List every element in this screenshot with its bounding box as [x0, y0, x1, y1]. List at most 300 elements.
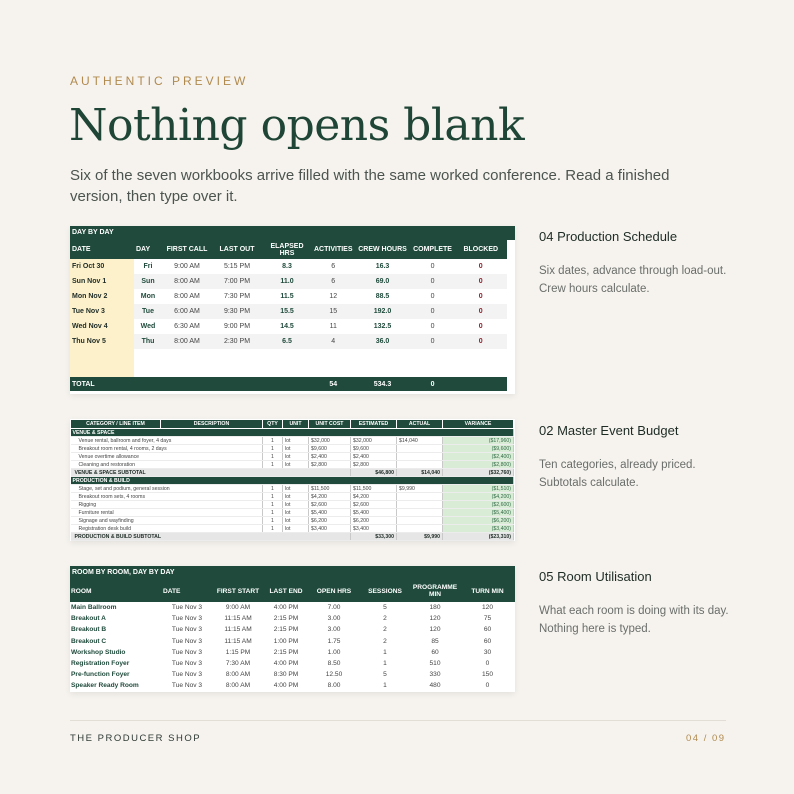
table-cell: 180: [429, 604, 441, 612]
table-row: [70, 647, 515, 658]
table-cell: lot: [283, 517, 309, 525]
table-row: [70, 624, 515, 635]
table-row-empty: [70, 349, 507, 363]
table-row-empty: [70, 363, 507, 377]
table-cell: 8:00 AM: [162, 334, 212, 349]
total-cell: 54: [312, 377, 355, 391]
line-item: Signage and wayfinding: [71, 517, 263, 525]
section-label: PRODUCTION & BUILD: [71, 477, 514, 485]
rooms-table: [70, 580, 515, 692]
table-row: [70, 259, 507, 274]
table-cell: 11: [329, 323, 337, 330]
schedule-title: DAY BY DAY: [70, 226, 515, 240]
table-cell: Tue: [134, 304, 162, 319]
table-cell: Breakout B: [71, 626, 107, 634]
table-cell: 0: [478, 293, 483, 300]
table-cell: lot: [283, 501, 309, 509]
table-cell: $46,800: [351, 469, 397, 477]
variance-cell: ($3,400): [443, 525, 514, 533]
table-cell-empty: [455, 363, 507, 377]
table-row: [71, 493, 514, 501]
table-cell: $3,400: [351, 525, 397, 533]
line-item: Venue rental, ballroom and foyer, 4 days: [71, 437, 263, 445]
line-item: Venue overtime allowance: [71, 453, 263, 461]
table-cell: 4: [312, 334, 355, 349]
table-cell: 1: [383, 660, 387, 668]
table-cell: 6:00 AM: [162, 304, 212, 319]
table-cell: 15.5: [262, 304, 312, 319]
table-cell: 330: [429, 671, 441, 679]
table-cell: $6,200: [351, 517, 397, 525]
table-cell: 120: [429, 615, 441, 623]
table-cell: 1: [383, 648, 387, 656]
table-cell: 0: [478, 323, 483, 330]
table-cell: 16.3: [375, 263, 390, 270]
schedule-header: DAY: [134, 240, 162, 259]
rooms-header: DATE: [162, 580, 212, 602]
table-cell: 2:15 PM: [273, 615, 299, 623]
table-cell-empty: [134, 349, 162, 363]
table-cell: $14,040: [397, 437, 443, 445]
table-cell: 192.0: [355, 304, 411, 319]
table-cell: 0: [411, 304, 455, 319]
rooms-header: OPEN HRS: [308, 580, 360, 602]
table-row: [71, 445, 514, 453]
variance-cell: ($1,510): [443, 485, 514, 493]
table-cell: $9,600: [351, 445, 397, 453]
variance-cell: ($2,600): [443, 501, 514, 509]
budget-header: ESTIMATED: [351, 420, 397, 429]
table-cell: lot: [283, 437, 309, 445]
table-cell: 0: [430, 263, 435, 270]
table-cell-empty: [312, 349, 355, 363]
caption-description: Six dates, advance through load-out. Crew hours calculate.: [539, 265, 727, 295]
table-cell-empty: [355, 349, 411, 363]
subtotal-label: PRODUCTION & BUILD SUBTOTAL: [71, 533, 351, 541]
table-row: [70, 613, 515, 624]
table-row: [71, 453, 514, 461]
schedule-table: [70, 240, 507, 391]
table-cell-empty: [162, 363, 212, 377]
total-cell: [162, 377, 212, 391]
table-cell: 5: [383, 604, 387, 612]
table-cell: Tue Nov 3: [171, 626, 203, 634]
table-cell: 480: [429, 682, 441, 690]
table-row: [70, 274, 507, 289]
table-cell-empty: [162, 349, 212, 363]
table-cell: 36.0: [355, 334, 411, 349]
budget-header: CATEGORY / LINE ITEM: [71, 420, 161, 429]
table-cell: 60: [483, 637, 492, 645]
table-cell: 30: [483, 648, 492, 656]
table-cell: lot: [283, 445, 309, 453]
table-cell: Sun Nov 1: [70, 274, 134, 289]
production-schedule-preview: [70, 226, 515, 394]
master-budget-preview: [70, 419, 515, 541]
table-cell: 0: [430, 293, 435, 300]
table-cell: Tue Nov 3: [171, 604, 203, 612]
table-cell: 0: [455, 304, 507, 319]
table-cell: $14,040: [397, 469, 443, 477]
schedule-caption: [539, 229, 739, 298]
table-cell: 1: [263, 461, 283, 469]
table-cell: 14.5: [280, 323, 294, 330]
table-cell: 2: [383, 615, 387, 623]
table-cell: 2: [383, 637, 387, 645]
subtotal-row: [71, 533, 514, 541]
table-row: [70, 289, 507, 304]
table-cell: $32,000: [351, 437, 397, 445]
total-cell: [262, 377, 312, 391]
table-cell: Registration Foyer: [71, 660, 130, 668]
table-cell: 1: [263, 525, 283, 533]
line-item: Cleaning and restoration: [71, 461, 263, 469]
schedule-header: CREW HOURS: [355, 240, 411, 259]
total-cell: [455, 377, 507, 391]
total-row: [70, 377, 507, 391]
table-cell: 11:15 AM: [224, 626, 252, 634]
table-cell: 3.00: [327, 615, 341, 623]
line-item: Registration desk build: [71, 525, 263, 533]
table-cell: $9,990: [397, 533, 443, 541]
budget-header: DESCRIPTION: [161, 420, 263, 429]
table-cell: 132.5: [373, 323, 392, 330]
table-cell: Mon: [140, 293, 156, 300]
table-cell: Wed: [140, 323, 156, 330]
table-cell: 8:30 PM: [273, 671, 299, 679]
table-cell: $5,400: [351, 509, 397, 517]
line-item: Furniture rental: [71, 509, 263, 517]
table-cell: $6,200: [309, 517, 351, 525]
table-cell: 4:00 PM: [273, 604, 299, 612]
table-cell: Pre-function Foyer: [71, 671, 130, 679]
table-cell: 7.00: [327, 604, 341, 612]
table-cell: 1: [263, 517, 283, 525]
table-cell: 0: [478, 263, 483, 270]
table-cell: 1: [263, 437, 283, 445]
table-cell-empty: [455, 349, 507, 363]
table-cell: Tue Nov 3: [171, 637, 203, 645]
caption-description: Ten categories, already priced. Subtotals calculate.: [539, 459, 696, 489]
variance-cell: ($5,400): [443, 509, 514, 517]
schedule-header: LAST OUT: [212, 240, 262, 259]
table-cell: 11.0: [262, 274, 312, 289]
table-cell: 8:00 AM: [162, 274, 212, 289]
table-cell: 0: [411, 274, 455, 289]
table-cell: 6: [331, 263, 336, 270]
schedule-header: BLOCKED: [455, 240, 507, 259]
total-cell: [212, 377, 262, 391]
schedule-header: FIRST CALL: [162, 240, 212, 259]
table-cell-empty: [312, 363, 355, 377]
table-cell-empty: [212, 363, 262, 377]
budget-header: VARIANCE: [443, 420, 514, 429]
table-cell: 8:00 AM: [174, 293, 200, 300]
table-cell: Fri: [143, 263, 153, 270]
table-cell: 3.00: [327, 626, 341, 634]
table-cell: $9,990: [397, 485, 443, 493]
table-cell: 4:00 PM: [273, 682, 299, 690]
rooms-header: LAST END: [264, 580, 308, 602]
table-cell: Breakout A: [71, 615, 106, 623]
table-cell-empty: [411, 349, 455, 363]
table-cell: 1: [383, 682, 387, 690]
table-cell: 8.3: [282, 263, 292, 270]
table-row: [70, 319, 507, 334]
table-cell: 12: [329, 293, 338, 300]
table-cell: 8.00: [327, 682, 341, 690]
table-cell: 4:00 PM: [273, 660, 299, 668]
section-row: [71, 477, 514, 485]
budget-header: UNIT COST: [309, 420, 351, 429]
subtotal-row: [71, 469, 514, 477]
eyebrow: AUTHENTIC PREVIEW: [70, 74, 249, 88]
table-cell: Tue Nov 3: [171, 648, 203, 656]
variance-cell: ($6,200): [443, 517, 514, 525]
rooms-header: PROGRAMME MIN: [410, 580, 460, 602]
table-cell: 9:30 PM: [212, 304, 262, 319]
table-cell: $2,600: [309, 501, 351, 509]
total-cell: 534.3: [355, 377, 411, 391]
table-cell: 12.50: [325, 671, 343, 679]
variance-cell: ($4,200): [443, 493, 514, 501]
table-cell: 15: [312, 304, 355, 319]
table-row: [70, 602, 515, 613]
table-cell: Mon Nov 2: [70, 289, 134, 304]
table-cell: 60: [431, 648, 439, 656]
caption-title: 04 Production Schedule: [539, 229, 678, 244]
table-cell: 510: [429, 660, 441, 668]
table-cell: $9,600: [309, 445, 351, 453]
variance-cell: ($2,400): [443, 453, 514, 461]
table-row: [70, 304, 507, 319]
table-row: [71, 501, 514, 509]
table-cell: 11.5: [280, 293, 294, 300]
table-cell: 8:00 AM: [225, 671, 251, 679]
table-cell: [397, 525, 443, 533]
rooms-header: ROOM: [70, 580, 162, 602]
table-cell: 5: [383, 671, 387, 679]
table-cell: Workshop Studio: [71, 648, 126, 656]
rooms-header: SESSIONS: [360, 580, 410, 602]
table-cell: $2,800: [351, 461, 397, 469]
table-cell-empty: [134, 363, 162, 377]
table-cell: $2,400: [351, 453, 397, 461]
variance-cell: ($23,310): [443, 533, 514, 541]
table-cell: 11:15 AM: [224, 615, 252, 623]
table-cell: 8.50: [327, 660, 341, 668]
table-cell: [397, 517, 443, 525]
variance-cell: ($32,760): [443, 469, 514, 477]
caption-title: 02 Master Event Budget: [539, 423, 679, 438]
table-cell: Speaker Ready Room: [71, 682, 139, 690]
table-cell: 1.00: [327, 648, 341, 656]
rooms-title: ROOM BY ROOM, DAY BY DAY: [70, 566, 515, 580]
table-cell: $4,200: [351, 493, 397, 501]
rooms-header: FIRST START: [212, 580, 264, 602]
table-cell: 0: [455, 334, 507, 349]
table-cell: 7:30 PM: [223, 293, 251, 300]
table-cell-empty: [411, 363, 455, 377]
table-cell: 1: [263, 493, 283, 501]
table-cell: [397, 509, 443, 517]
table-cell: 9:00 PM: [223, 323, 251, 330]
table-cell-empty: [70, 363, 134, 377]
table-cell: 0: [485, 682, 490, 690]
table-cell: 2:15 PM: [273, 648, 299, 656]
table-row: [70, 658, 515, 669]
table-cell: $32,000: [309, 437, 351, 445]
table-row: [70, 636, 515, 647]
table-cell: lot: [283, 525, 309, 533]
line-item: Breakout room rental, 4 rooms, 2 days: [71, 445, 263, 453]
table-cell-empty: [262, 349, 312, 363]
table-cell: 1: [263, 509, 283, 517]
budget-header: ACTUAL: [397, 420, 443, 429]
table-cell: Breakout C: [71, 637, 107, 645]
table-cell: $11,500: [351, 485, 397, 493]
line-item: Breakout room sets, 4 rooms: [71, 493, 263, 501]
variance-cell: ($17,960): [443, 437, 514, 445]
table-cell: 1.75: [327, 637, 341, 645]
schedule-header: ELAPSED HRS: [262, 240, 312, 259]
table-cell: 6.5: [262, 334, 312, 349]
table-cell: lot: [283, 493, 309, 501]
room-utilisation-preview: [70, 566, 515, 692]
table-cell: 0: [485, 660, 490, 668]
variance-cell: ($2,800): [443, 461, 514, 469]
table-cell: $4,200: [309, 493, 351, 501]
table-cell: 9:00 AM: [225, 604, 251, 612]
table-cell: 1: [263, 501, 283, 509]
subtotal-label: VENUE & SPACE SUBTOTAL: [71, 469, 351, 477]
table-cell: Thu Nov 5: [70, 334, 134, 349]
table-cell: 85: [431, 637, 439, 645]
table-cell: 150: [481, 671, 493, 679]
table-cell: [397, 453, 443, 461]
table-cell: Tue Nov 3: [171, 660, 203, 668]
table-cell: lot: [283, 509, 309, 517]
variance-cell: ($9,600): [443, 445, 514, 453]
table-cell: 120: [481, 604, 493, 612]
budget-header: UNIT: [283, 420, 309, 429]
table-cell: 120: [429, 626, 441, 634]
table-row: [71, 509, 514, 517]
table-cell: 75: [483, 615, 492, 623]
table-cell: $2,400: [309, 453, 351, 461]
table-cell: 7:30 AM: [225, 660, 251, 668]
caption-description: What each room is doing with its day. Nothing here is typed.: [539, 605, 729, 635]
table-cell: [397, 445, 443, 453]
table-cell-empty: [262, 363, 312, 377]
table-cell: $2,800: [309, 461, 351, 469]
table-cell: lot: [283, 485, 309, 493]
table-row: [71, 437, 514, 445]
table-cell: 8:00 AM: [225, 682, 251, 690]
table-cell: 1: [263, 445, 283, 453]
table-cell: 6:30 AM: [174, 323, 200, 330]
table-cell: Main Ballroom: [71, 604, 117, 612]
line-item: Stage, set and podium, general session: [71, 485, 263, 493]
table-cell: $5,400: [309, 509, 351, 517]
budget-header: QTY: [263, 420, 283, 429]
table-cell: Fri Oct 30: [70, 259, 134, 274]
table-cell: 60: [483, 626, 492, 634]
table-cell: 0: [411, 334, 455, 349]
table-cell: $33,300: [351, 533, 397, 541]
schedule-header: ACTIVITIES: [312, 240, 355, 259]
table-cell: [397, 493, 443, 501]
table-cell: 1: [263, 453, 283, 461]
table-cell: 88.5: [375, 293, 390, 300]
table-cell: 9:00 AM: [174, 263, 200, 270]
table-row: [71, 461, 514, 469]
table-cell: 2: [383, 626, 387, 634]
budget-caption: [539, 423, 739, 492]
table-cell: 1:00 PM: [273, 637, 299, 645]
footer-divider: [70, 720, 726, 721]
brand-name: THE PRODUCER SHOP: [70, 733, 202, 744]
table-row: [70, 669, 515, 680]
table-cell: $2,600: [351, 501, 397, 509]
table-cell: Wed Nov 4: [70, 319, 134, 334]
table-cell: lot: [283, 453, 309, 461]
page-title: Nothing opens blank: [69, 100, 525, 151]
schedule-header: DATE: [70, 240, 134, 259]
table-cell: 0: [430, 323, 435, 330]
table-cell: 0: [455, 274, 507, 289]
schedule-header: COMPLETE: [411, 240, 455, 259]
caption-title: 05 Room Utilisation: [539, 569, 652, 584]
table-cell: 1: [263, 485, 283, 493]
table-cell-empty: [70, 349, 134, 363]
table-cell: 5:15 PM: [223, 263, 251, 270]
table-row: [71, 517, 514, 525]
rooms-caption: [539, 569, 739, 638]
table-cell: Tue Nov 3: [171, 671, 203, 679]
table-cell: lot: [283, 461, 309, 469]
table-cell-empty: [355, 363, 411, 377]
table-cell: 1:15 PM: [225, 648, 251, 656]
table-cell: $11,500: [309, 485, 351, 493]
table-row: [70, 680, 515, 691]
table-cell: Thu: [134, 334, 162, 349]
table-cell: Sun: [134, 274, 162, 289]
budget-table: [70, 419, 514, 541]
table-cell-empty: [212, 349, 262, 363]
line-item: Rigging: [71, 501, 263, 509]
table-cell: $3,400: [309, 525, 351, 533]
table-cell: Tue Nov 3: [171, 615, 203, 623]
table-cell: Tue Nov 3: [171, 682, 203, 690]
table-row: [71, 485, 514, 493]
table-row: [71, 525, 514, 533]
total-cell: [134, 377, 162, 391]
page-indicator: 04 / 09: [686, 733, 726, 744]
table-cell: 7:00 PM: [212, 274, 262, 289]
table-cell: [397, 461, 443, 469]
total-cell: TOTAL: [70, 377, 134, 391]
lead-paragraph: Six of the seven workbooks arrive filled with the same worked conference. Read a finished version, then type over it.: [70, 167, 670, 205]
table-cell: Tue Nov 3: [70, 304, 134, 319]
section-label: VENUE & SPACE: [71, 429, 514, 437]
table-cell: 2:30 PM: [212, 334, 262, 349]
table-cell: 2:15 PM: [273, 626, 299, 634]
table-cell: 6: [312, 274, 355, 289]
table-row: [70, 334, 507, 349]
table-cell: [397, 501, 443, 509]
rooms-header: TURN MIN: [460, 580, 515, 602]
